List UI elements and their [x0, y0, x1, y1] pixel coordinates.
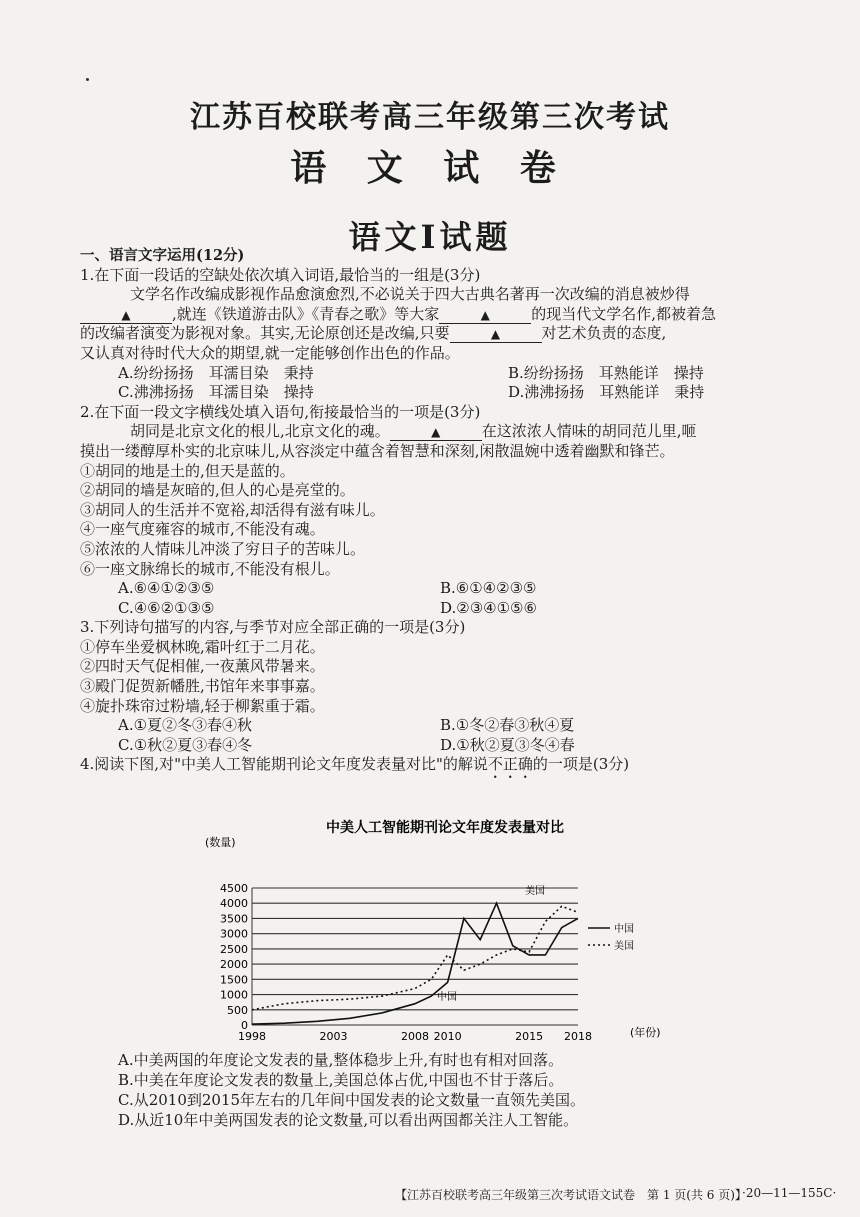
q3-options — [80, 716, 780, 736]
option-c[interactable]: C.沸沸扬扬 耳濡目染 操持 — [118, 383, 314, 402]
option-d[interactable]: D.从近10年中美两国发表的论文数量,可以看出两国都关注人工智能。 — [118, 1111, 579, 1129]
line-chart — [200, 816, 690, 1048]
option-a[interactable]: A.⑥④①②③⑤ — [118, 579, 215, 598]
answer-blank[interactable]: ▲ — [450, 326, 542, 343]
annotation-us: 美国 — [525, 886, 545, 897]
y-tick-label: 1500 — [220, 973, 248, 987]
option-c[interactable]: C.从2010到2015年左右的几年间中国发表的论文数量一直领先美国。 — [118, 1091, 586, 1109]
option-b[interactable]: B.①冬②春③秋④夏 — [440, 716, 575, 735]
x-axis-label: (年份) — [630, 1026, 661, 1039]
option-a[interactable]: A.①夏②冬③春④秋 — [118, 716, 253, 735]
x-tick-label: 2018 — [564, 1030, 592, 1043]
option-c[interactable]: C.④⑥②①③⑤ — [118, 598, 215, 617]
questions — [80, 246, 780, 782]
x-tick-label: 2003 — [319, 1030, 348, 1043]
x-tick-label: 2010 — [433, 1030, 462, 1043]
option-b[interactable]: B.纷纷扬扬 耳熟能详 操持 — [508, 363, 704, 382]
q2-item: ⑥一座文脉绵长的城市,不能没有根儿。 — [80, 559, 340, 578]
option-b[interactable]: B.中美在年度论文发表的数量上,美国总体占优,中国也不甘于落后。 — [118, 1071, 564, 1089]
q2-item: ③胡同人的生活并不宽裕,却活得有滋有味儿。 — [80, 500, 385, 519]
q4-options — [118, 1050, 585, 1130]
y-tick-label: 0 — [241, 1019, 248, 1032]
legend-entry: 中国 — [614, 924, 634, 935]
option-a[interactable]: A.中美两国的年度论文发表的量,整体稳步上升,有时也有相对回落。 — [118, 1051, 564, 1069]
q4-stem: 4.阅读下图,对"中美人工智能期刊论文年度发表量对比"的解说不正确的一项是(3分) — [80, 755, 630, 774]
y-tick-label: 4000 — [220, 897, 248, 911]
q1-passage-line: ▲ ,就连《铁道游击队》《青春之歌》等大家 ▲ 的现当代文学名作,都被着急 — [80, 305, 780, 325]
speck — [86, 78, 89, 81]
q1-options — [80, 383, 780, 403]
q3-item: ①停车坐爱枫林晚,霜叶红于二月花。 — [80, 637, 325, 656]
option-b[interactable]: B.⑥①④②③⑤ — [440, 579, 537, 598]
page-footer: 【江苏百校联考高三年级第三次考试语文试卷 第 1 页(共 6 页)】 — [395, 1188, 747, 1202]
q3-stem: 3.下列诗句描写的内容,与季节对应全部正确的一项是(3分) — [80, 618, 466, 637]
y-tick-label: 2500 — [220, 942, 248, 956]
q2-stem: 2.在下面一段文字横线处填入语句,衔接最恰当的一项是(3分) — [80, 402, 481, 421]
option-c[interactable]: C.①秋②夏③春④冬 — [118, 735, 253, 754]
answer-blank[interactable]: ▲ — [439, 307, 531, 324]
y-tick-label: 3000 — [220, 927, 248, 941]
q3-options — [80, 736, 780, 756]
q3-item: ③殿门促贺新幡胜,书馆年来事事嘉。 — [80, 677, 325, 696]
exam-title: 江苏百校联考高三年级第三次考试 — [190, 100, 670, 135]
exam-subtitle: 语 文 试 卷 — [290, 147, 570, 189]
option-d[interactable]: D.沸沸扬扬 耳熟能详 秉持 — [508, 383, 705, 402]
q1-passage-line: 文学名作改编成影视作品愈演愈烈,不必说关于四大古典名著再一次改编的消息被炒得 — [130, 285, 690, 304]
q2-passage-line: 摸出一缕醇厚朴实的北京味儿,从容淡定中蕴含着智慧和深刻,闲散温婉中透着幽默和锋芒。 — [80, 441, 675, 460]
option-d[interactable]: D.①秋②夏③冬④春 — [440, 735, 575, 754]
paper-code: ·20—11—155C· — [742, 1186, 837, 1200]
chart-svg — [200, 816, 690, 1048]
x-tick-label: 2015 — [515, 1030, 544, 1043]
legend-entry: 美国 — [614, 941, 634, 952]
q3-item: ④旋扑珠帘过粉墙,轻于柳絮重于霜。 — [80, 696, 325, 715]
y-tick-label: 500 — [227, 1003, 248, 1017]
answer-blank[interactable]: ▲ — [390, 424, 482, 441]
option-a[interactable]: A.纷纷扬扬 耳濡目染 秉持 — [118, 363, 314, 382]
y-tick-label: 3500 — [220, 912, 248, 926]
y-tick-label: 2000 — [220, 958, 248, 972]
annotation-china: 中国 — [437, 992, 457, 1003]
q1-stem: 1.在下面一段话的空缺处依次填入词语,最恰当的一组是(3分) — [80, 265, 481, 284]
q1-passage-line: 又认真对待时代大众的期望,就一定能够创作出色的作品。 — [80, 343, 460, 362]
part-title: 一、语言文字运用(12分) — [80, 247, 245, 264]
q2-options — [80, 579, 780, 599]
q2-item: ①胡同的地是土的,但天是蓝的。 — [80, 461, 295, 480]
x-tick-label: 1998 — [238, 1030, 266, 1043]
option-d[interactable]: D.②③④①⑤⑥ — [440, 598, 537, 617]
q1-options — [80, 364, 780, 384]
q2-item: ④一座气度雍容的城市,不能没有魂。 — [80, 520, 325, 539]
section-title: 语文Ⅰ试题 — [348, 218, 512, 256]
y-axis-label: (数量) — [205, 836, 236, 849]
q2-item: ⑤浓浓的人情味儿冲淡了穷日子的苦味儿。 — [80, 539, 366, 558]
q2-options — [80, 599, 780, 619]
chart-title: 中美人工智能期刊论文年度发表量对比 — [326, 820, 564, 836]
y-tick-label: 1000 — [220, 988, 248, 1002]
q2-passage-line: 胡同是北京文化的根儿,北京文化的魂。 ▲ 在这浓浓人情味的胡同范儿里,咂 — [130, 422, 697, 441]
y-tick-label: 4500 — [220, 882, 248, 895]
q2-item: ②胡同的墙是灰暗的,但人的心是亮堂的。 — [80, 481, 355, 500]
answer-blank[interactable]: ▲ — [80, 307, 172, 324]
q1-passage-line: 的改编者演变为影视对象。其实,无论原创还是改编,只要 ▲ 对艺术负责的态度, — [80, 324, 667, 343]
x-tick-label: 2008 — [401, 1030, 429, 1043]
q3-item: ②四时天气促相催,一夜薰风带暑来。 — [80, 657, 325, 676]
emphasis-text: 不正确 — [487, 755, 533, 774]
